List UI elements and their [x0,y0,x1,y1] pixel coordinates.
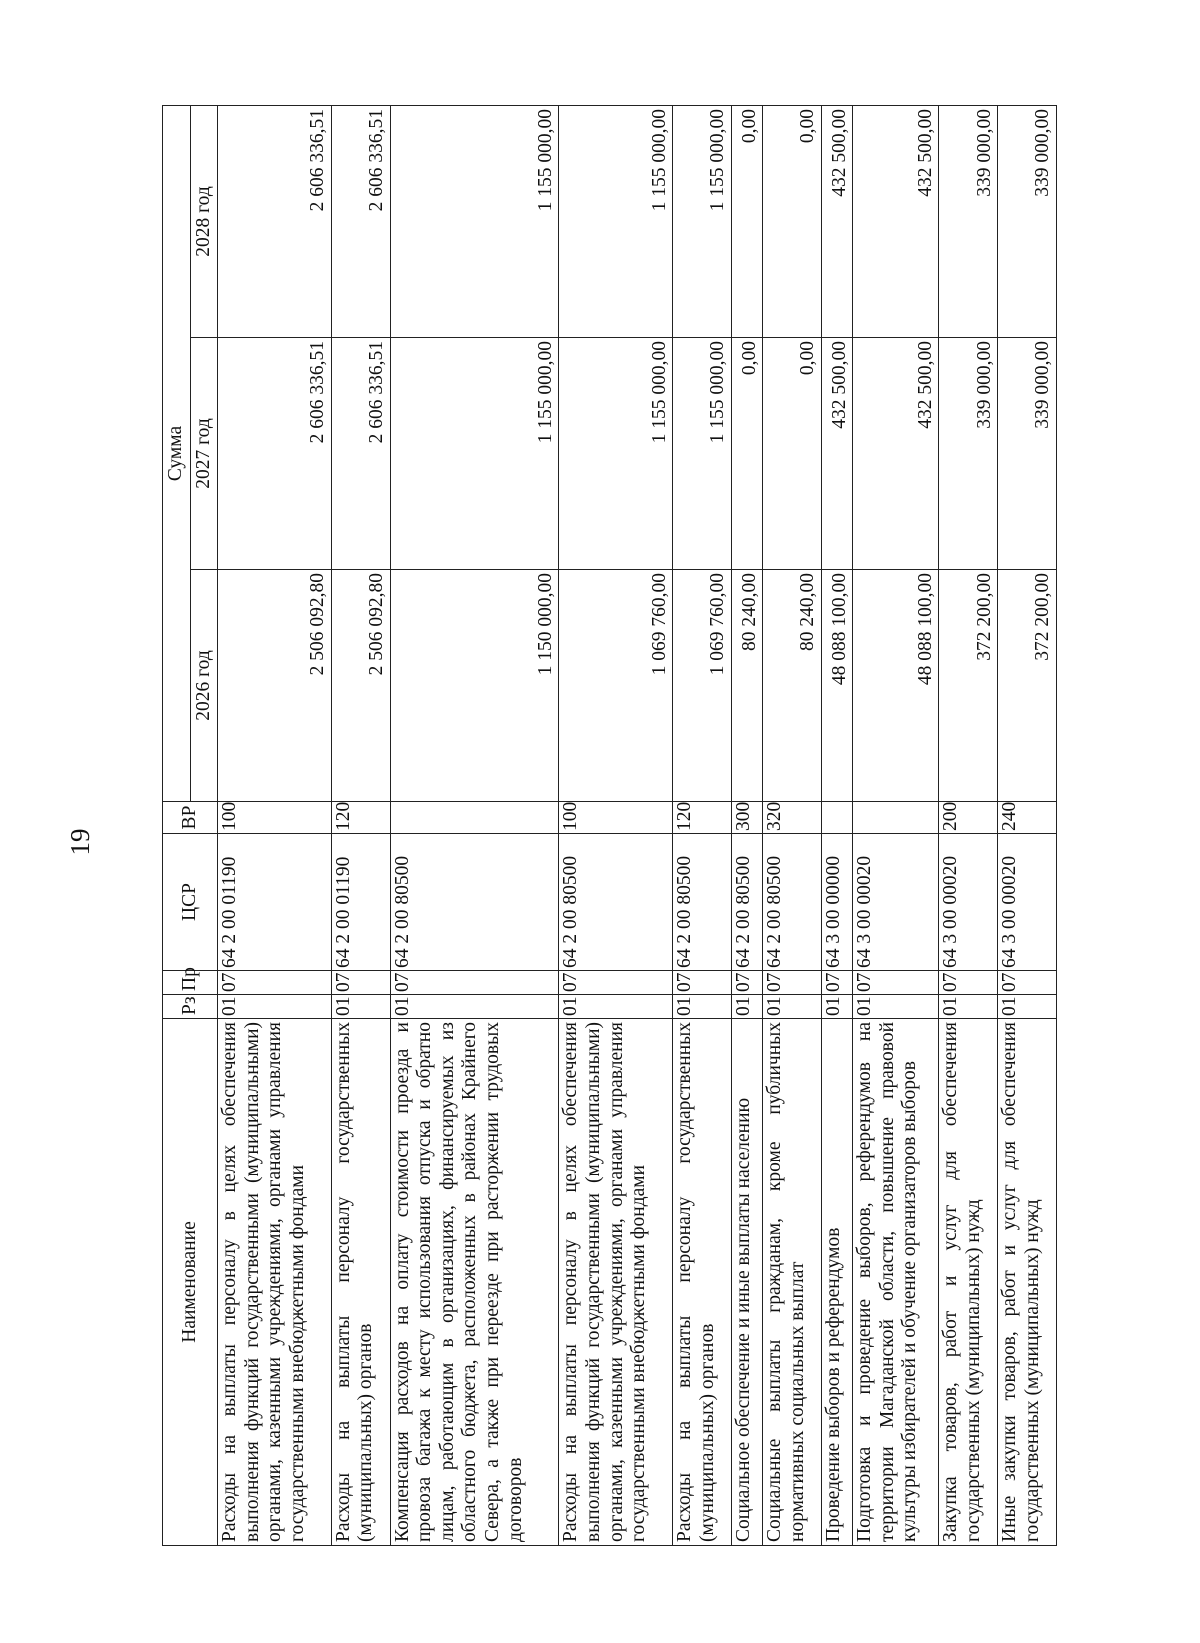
table-row [998,105,1057,1545]
row-pr: 07 [939,971,998,995]
header-vr: ВР [163,802,218,834]
row-sum-2026: 80 240,00 [763,570,822,802]
row-vr: 120 [673,802,732,834]
row-sum-2028: 432 500,00 [821,105,852,337]
row-pr: 07 [763,971,822,995]
row-csr: 64 2 00 01190 [331,834,390,971]
row-pr: 07 [998,971,1057,995]
row-vr [853,802,939,834]
row-sum-2027: 339 000,00 [998,338,1057,570]
row-pr: 07 [673,971,732,995]
row-vr: 100 [218,802,332,834]
row-pr: 07 [732,971,763,995]
row-sum-2028: 1 155 000,00 [559,105,673,337]
row-rz: 01 [853,995,939,1019]
row-vr: 320 [763,802,822,834]
row-rz: 01 [218,995,332,1019]
row-sum-2026: 1 150 000,00 [390,570,559,802]
row-name: Проведение выборов и референдумов [821,1019,852,1546]
row-name: Социальные выплаты гражданам, кроме публичных нормативных социальных выплат [763,1019,822,1546]
row-rz: 01 [732,995,763,1019]
row-name: Подготовка и проведение выборов, референдумов на территории Магаданской области, повышение правовой культуры избирателей и обучение организаторов выборов [853,1019,939,1546]
row-sum-2028: 0,00 [763,105,822,337]
table-row [390,105,559,1545]
row-rz: 01 [673,995,732,1019]
table-row [331,105,390,1545]
row-sum-2026: 372 200,00 [998,570,1057,802]
table-row [559,105,673,1545]
table-row [821,105,852,1545]
header-year-2026: 2026 год [191,570,218,802]
row-csr: 64 2 00 80500 [390,834,559,971]
row-vr: 200 [939,802,998,834]
row-sum-2027: 0,00 [732,338,763,570]
row-sum-2028: 339 000,00 [939,105,998,337]
row-rz: 01 [390,995,559,1019]
row-vr [390,802,559,834]
row-pr: 07 [218,971,332,995]
row-vr: 120 [331,802,390,834]
row-sum-2026: 80 240,00 [732,570,763,802]
row-pr: 07 [853,971,939,995]
row-sum-2028: 1 155 000,00 [390,105,559,337]
row-name: Расходы на выплаты персоналу государственных (муниципальных) органов [673,1019,732,1546]
row-sum-2027: 1 155 000,00 [673,338,732,570]
row-sum-2027: 339 000,00 [939,338,998,570]
header-sum: Сумма [163,105,191,801]
table-row [673,105,732,1545]
page-number: 19 [65,828,95,856]
table-row [853,105,939,1545]
row-pr: 07 [559,971,673,995]
row-sum-2026: 372 200,00 [939,570,998,802]
header-year-2027: 2027 год [191,338,218,570]
row-sum-2027: 1 155 000,00 [559,338,673,570]
row-sum-2028: 1 155 000,00 [673,105,732,337]
row-sum-2026: 2 506 092,80 [331,570,390,802]
row-sum-2026: 1 069 760,00 [559,570,673,802]
header-year-2028: 2028 год [191,105,218,337]
row-sum-2027: 2 606 336,51 [331,338,390,570]
row-sum-2026: 2 506 092,80 [218,570,332,802]
row-rz: 01 [998,995,1057,1019]
row-sum-2026: 1 069 760,00 [673,570,732,802]
row-sum-2026: 48 088 100,00 [821,570,852,802]
header-name: Наименование [163,1019,218,1546]
table-row [763,105,822,1545]
header-pr: Пр [163,971,218,995]
row-csr: 64 3 00 00000 [821,834,852,971]
row-sum-2028: 2 606 336,51 [331,105,390,337]
table-row [732,105,763,1545]
row-name: Компенсация расходов на оплату стоимости проезда и провоза багажа к месту использования отпуска и обратно лицам, работающим в организациях, финансируемых из областного бюджета, расположенных в районах Крайнего Севера, а также при переезде при расторжении трудовых договоров [390,1019,559,1546]
row-rz: 01 [763,995,822,1019]
row-sum-2027: 1 155 000,00 [390,338,559,570]
row-pr: 07 [331,971,390,995]
row-csr: 64 3 00 00020 [939,834,998,971]
row-sum-2027: 2 606 336,51 [218,338,332,570]
row-sum-2026: 48 088 100,00 [853,570,939,802]
row-vr: 300 [732,802,763,834]
row-sum-2028: 2 606 336,51 [218,105,332,337]
row-rz: 01 [559,995,673,1019]
row-name: Иные закупки товаров, работ и услуг для обеспечения государственных (муниципальных) нужд [998,1019,1057,1546]
row-name: Расходы на выплаты персоналу государственных (муниципальных) органов [331,1019,390,1546]
header-csr: ЦСР [163,834,218,971]
row-rz: 01 [821,995,852,1019]
row-sum-2027: 0,00 [763,338,822,570]
row-name: Закупка товаров, работ и услуг для обеспечения государственных (муниципальных) нужд [939,1019,998,1546]
budget-table [162,105,1057,1546]
table-row [218,105,332,1545]
row-csr: 64 2 00 80500 [732,834,763,971]
row-sum-2028: 339 000,00 [998,105,1057,337]
row-vr: 100 [559,802,673,834]
row-rz: 01 [331,995,390,1019]
row-name: Расходы на выплаты персоналу в целях обеспечения выполнения функций государственными (муниципальными) органами, казенными учреждениями, органами управления государственными внебюджетными фондами [218,1019,332,1546]
row-sum-2028: 0,00 [732,105,763,337]
row-csr: 64 2 00 80500 [763,834,822,971]
row-vr [821,802,852,834]
row-vr: 240 [998,802,1057,834]
row-sum-2027: 432 500,00 [821,338,852,570]
row-csr: 64 3 00 00020 [853,834,939,971]
header-rz: Рз [163,995,218,1019]
row-sum-2028: 432 500,00 [853,105,939,337]
row-csr: 64 2 00 80500 [673,834,732,971]
row-csr: 64 2 00 80500 [559,834,673,971]
table-row [939,105,998,1545]
row-name: Социальное обеспечение и иные выплаты населению [732,1019,763,1546]
row-sum-2027: 432 500,00 [853,338,939,570]
row-csr: 64 3 00 00020 [998,834,1057,971]
row-pr: 07 [821,971,852,995]
budget-table-container [162,106,1057,1546]
row-rz: 01 [939,995,998,1019]
row-pr: 07 [390,971,559,995]
row-csr: 64 2 00 01190 [218,834,332,971]
row-name: Расходы на выплаты персоналу в целях обеспечения выполнения функций государственными (муниципальными) органами, казенными учреждениями, органами управления государственными внебюджетными фондами [559,1019,673,1546]
